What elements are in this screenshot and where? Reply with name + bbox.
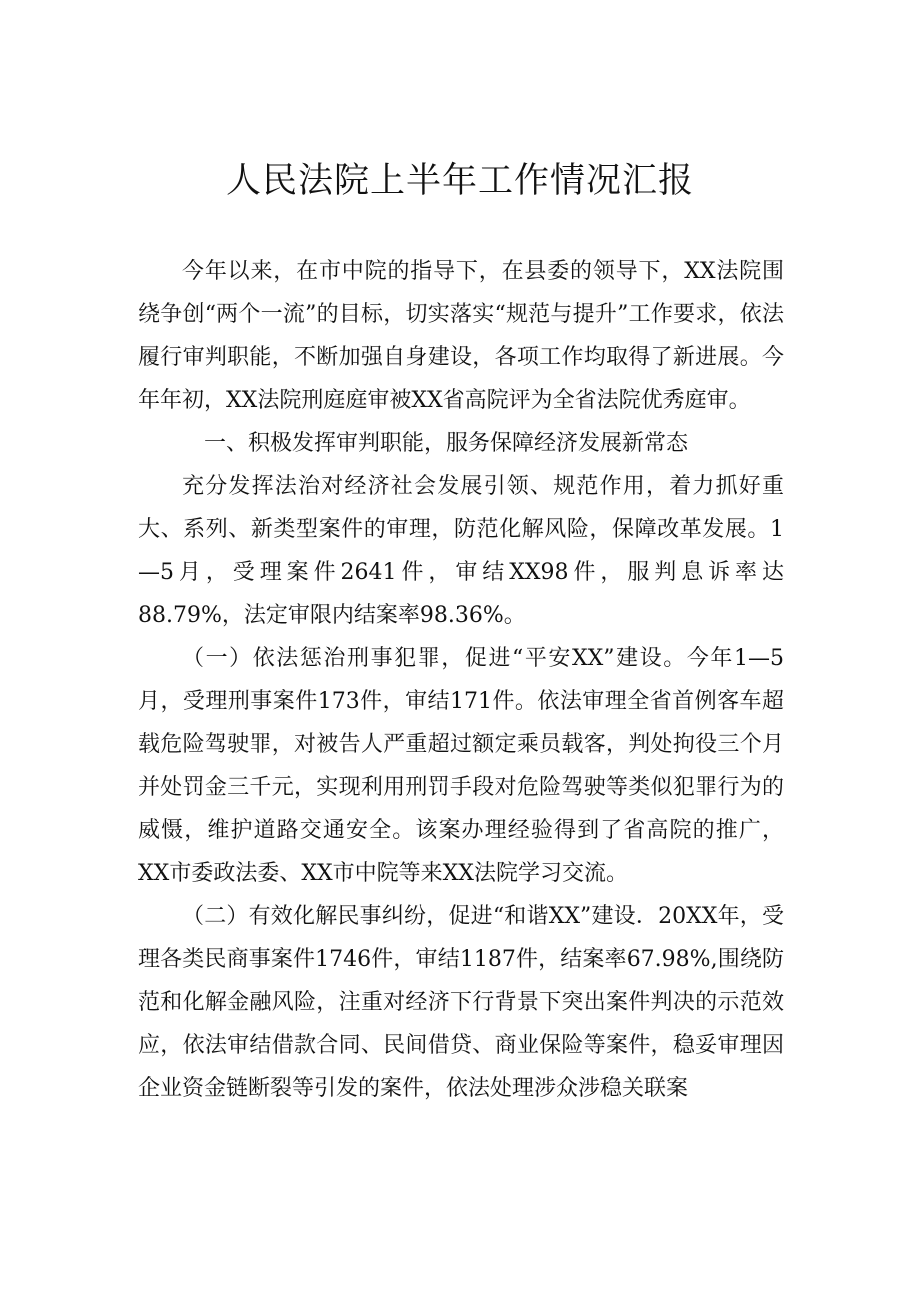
intro-paragraph: 今年以来，在市中院的指导下，在县委的领导下，XX法院围绕争创“两个一流”的目标，切实落实“规范与提升”工作要求，依法履行审判职能，不断加强自身建设，各项工作均取得了新进展。今年年初，XX法院刑庭庭审被XX省高院评为全省法院优秀庭审。 <box>138 259 784 413</box>
subsection-1-paragraph: （一）依法惩治刑事犯罪，促进“平安XX”建设。今年1—5月，受理刑事案件173件，审结171件。依法审理全省首例客车超载危险驾驶罪，对被告人严重超过额定乘员载客，判处拘役三个月并处罚金三千元，实现利用刑罚手段对危险驾驶等类似犯罪行为的威慑，维护道路交通安全。该案办理经验得到了省高院的推广，XX市委政法委、XX市中院等来XX法院学习交流。 <box>138 646 784 886</box>
document-title: 人民法院上半年工作情况汇报 <box>225 161 694 201</box>
section-1-paragraph: 充分发挥法治对经济社会发展引领、规范作用，着力抓好重大、系列、新类型案件的审理，防范化解风险，保障改革发展。1—5月，受理案件2641件，审结XX98件，服判息诉率达88.79%，法定审限内结案率98.36%。 <box>138 474 784 628</box>
document-body <box>138 250 784 1110</box>
subsection-2-paragraph: （二）有效化解民事纠纷，促进“和谐XX”建设．20XX年，受理各类民商事案件1746件，审结1187件，结案率67.98%,围绕防范和化解金融风险，注重对经济下行背景下突出案件判决的示范效应，依法审结借款合同、民间借贷、商业保险等案件，稳妥审理因企业资金链断裂等引发的案件，依法处理涉众涉稳关联案 <box>138 904 784 1101</box>
section-1-heading: 一、积极发挥审判职能，服务保障经济发展新常态 <box>204 431 689 456</box>
